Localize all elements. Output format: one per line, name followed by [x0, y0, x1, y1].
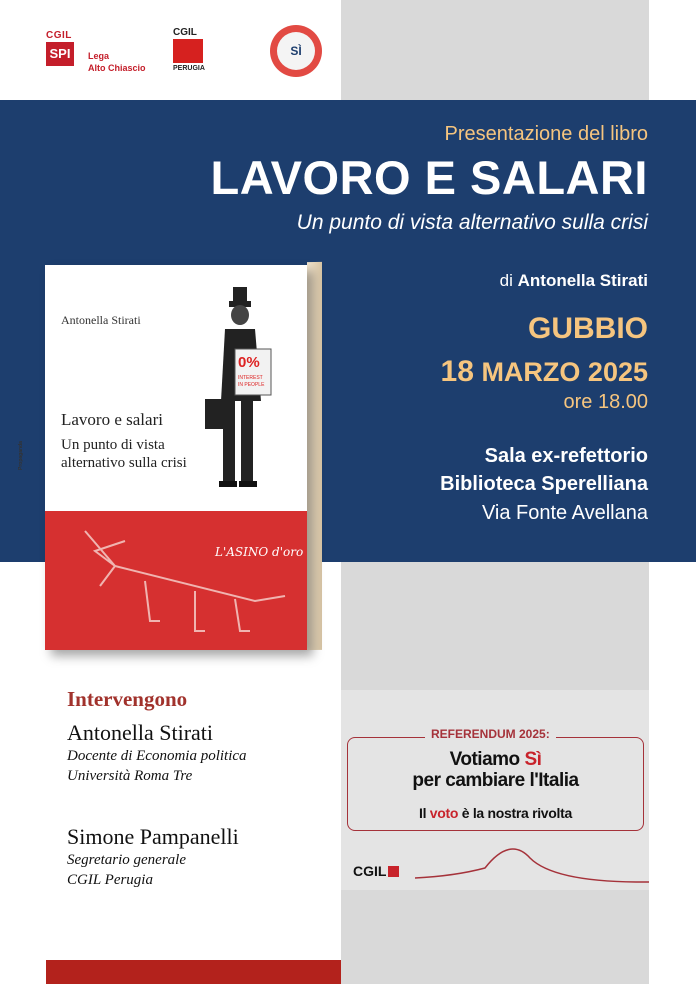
slogan-a: Il [419, 805, 430, 821]
book-subtitle-heading: Un punto di vista alternativo sulla crisi [296, 211, 648, 234]
speaker-2-role: Segretario generale [67, 852, 186, 868]
event-date-rest: MARZO 2025 [481, 357, 648, 387]
speaker-2-affiliation: CGIL Perugia [67, 872, 153, 888]
event-date-day: 18 [440, 355, 474, 388]
book-cover [45, 265, 307, 650]
speakers-heading: Intervengono [67, 687, 188, 711]
man-with-sign-illustration [205, 281, 305, 496]
referendum-line-1-a: Votiamo [449, 749, 525, 770]
round-logo-center: SÌ [277, 32, 315, 70]
speaker-1-role: Docente di Economia politica [67, 748, 247, 764]
book-cover-author: Antonella Stirati [61, 313, 141, 327]
book-cover-title: Lavoro e salari [61, 410, 163, 429]
spi-logo-top: CGIL [46, 30, 72, 41]
cgil-logo-square [173, 39, 203, 63]
intro-text: Presentazione del libro [444, 123, 648, 145]
book-spine [307, 262, 322, 650]
slogan-c: è la nostra rivolta [458, 805, 572, 821]
referendum-line-1-b: Sì [524, 749, 542, 770]
svg-text:0%: 0% [238, 354, 260, 371]
book-cover-subtitle-1: Un punto di vista [61, 437, 165, 453]
referendum-slogan [347, 805, 644, 821]
cgil-logo-sub: PERUGIA [173, 65, 205, 72]
spi-lega: Lega [88, 51, 110, 61]
referendum-round-logo [270, 25, 322, 77]
event-time: ore 18.00 [563, 391, 648, 413]
svg-text:INTEREST: INTEREST [238, 375, 263, 381]
venue-line-2: Biblioteca Sperelliana [440, 473, 648, 495]
donkey-line-drawing [55, 511, 305, 650]
referendum-tag: REFERENDUM 2025: [425, 727, 556, 741]
referendum-wave-line [415, 838, 649, 888]
speaker-2-name: Simone Pampanelli [67, 824, 239, 849]
spi-logo [46, 30, 146, 73]
publisher-mark: L'ASINO d'oro [215, 545, 304, 559]
venue-line-1: Sala ex-refettorio [484, 445, 648, 467]
author-line [500, 271, 648, 291]
author-prefix: di [499, 271, 513, 290]
speaker-1-name: Antonella Stirati [67, 720, 214, 745]
cgil-logo-text: CGIL [173, 27, 197, 38]
event-city: GUBBIO [528, 312, 648, 345]
spi-lega-label [88, 50, 146, 74]
referendum-cgil-text: CGIL [353, 863, 387, 879]
svg-text:IN PEOPLE: IN PEOPLE [238, 382, 265, 388]
propaganda-side-label: Propaganda [18, 441, 24, 470]
event-date [441, 355, 648, 389]
referendum-cgil-logo [353, 863, 399, 879]
cgil-perugia-logo [173, 27, 205, 72]
bottom-red-bar [46, 960, 341, 984]
referendum-line-2: per cambiare l'Italia [412, 770, 579, 791]
referendum-cgil-square [388, 866, 399, 877]
slogan-b: voto [429, 805, 459, 821]
speaker-1-affiliation: Università Roma Tre [67, 768, 193, 784]
book-title-heading: LAVORO E SALARI [210, 151, 648, 204]
spi-logo-box: SPI [46, 42, 74, 66]
book-cover-subtitle [61, 436, 187, 472]
referendum-line-1 [347, 749, 644, 771]
book-cover-subtitle-2: alternativo sulla crisi [61, 455, 187, 471]
spi-area: Alto Chiascio [88, 63, 146, 73]
author-name: Antonella Stirati [517, 271, 648, 290]
venue-line-3: Via Fonte Avellana [481, 502, 648, 524]
